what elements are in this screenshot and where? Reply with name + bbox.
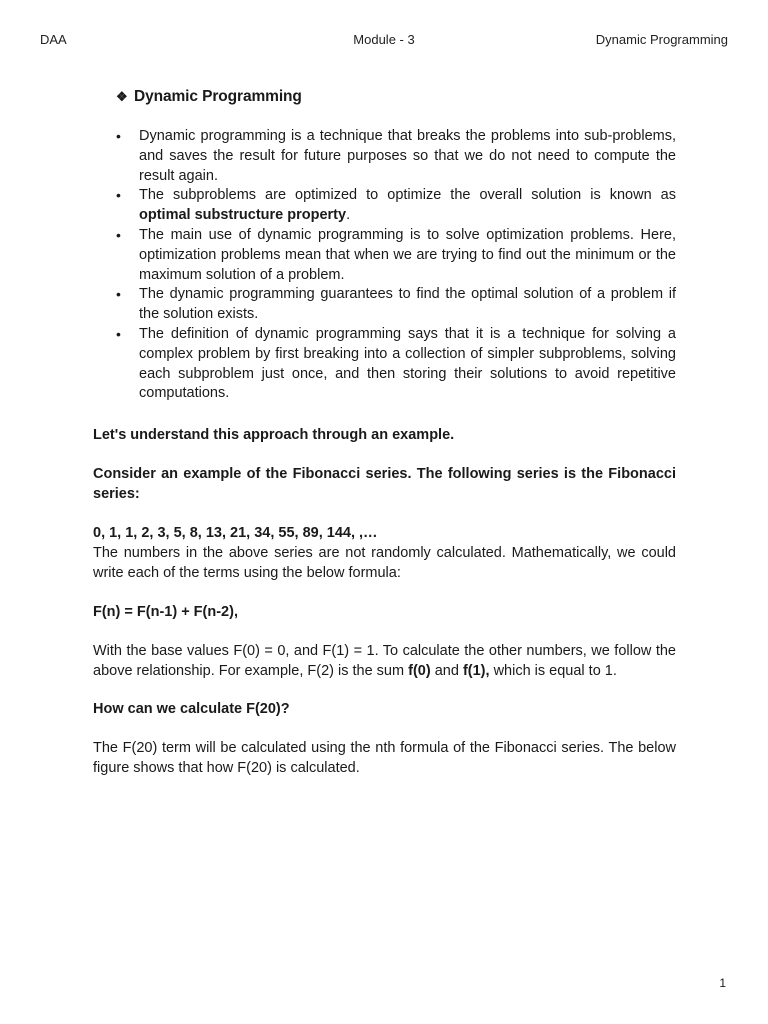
header-center: Module - 3 (353, 32, 415, 47)
section-title (116, 88, 302, 106)
header-left: DAA (40, 32, 67, 47)
base-text-2: which is equal to 1. (493, 662, 617, 679)
bullet-bold-2: optimal substructure property (139, 207, 347, 224)
page-number: 1 (719, 976, 726, 990)
bullet-item-2 (116, 186, 676, 226)
header-right: Dynamic Programming (595, 32, 728, 47)
formula: F(n) = F(n-1) + F(n-2), (93, 604, 238, 620)
bullet-text-1: Dynamic programming is a technique that breaks the problems into sub-problems, and saves the result for future purposes so that we do not need to compute the result again. (139, 128, 676, 184)
bullet-text-4: The dynamic programming guarantees to find the optimal solution of a problem if the solution exists. (139, 286, 676, 323)
fibonacci-explanation: The numbers in the above series are not randomly calculated. Mathematically, we could write each of the terms using the below formula: (93, 545, 676, 581)
section-title-text: Dynamic Programming (134, 88, 302, 105)
bullet-item-5 (116, 325, 676, 404)
fibonacci-series: 0, 1, 1, 2, 3, 5, 8, 13, 21, 34, 55, 89, 144, ,… (93, 525, 378, 541)
base-bold-f0: f(0) (408, 662, 431, 679)
bullet-item-1 (116, 127, 676, 186)
diamond-bullet-icon: ❖ (116, 89, 128, 104)
example-intro: Let's understand this approach through an example. (93, 427, 455, 443)
bullet-item-3 (116, 226, 676, 285)
base-and: and (434, 662, 459, 679)
bullet-text-2: The subproblems are optimized to optimize the overall solution is known as (139, 187, 676, 204)
bullet-end-2: . (346, 207, 351, 224)
bullet-list (116, 127, 676, 404)
base-values-paragraph (93, 642, 676, 682)
bullet-text-5: The definition of dynamic programming says that it is a technique for solving a complex problem by first breaking into a collection of simpler subproblems, solving each subproblem just once, and then storing their solutions to avoid repetitive computations. (139, 325, 676, 402)
question-heading: How can we calculate F(20)? (93, 701, 290, 717)
bullet-item-4 (116, 285, 676, 325)
bullet-text-3: The main use of dynamic programming is to solve optimization problems. Here, optimization problems mean that when we are trying to find out the minimum or the maximum solution of a problem. (139, 226, 676, 283)
base-text-1: With the base values F(0) = 0, and F(1) = 1. To calculate the other numbers, we follow the above relationship. For example, F(2) is the sum (93, 643, 676, 679)
fibonacci-intro: Consider an example of the Fibonacci series. The following series is the Fibonacci series: (93, 466, 676, 502)
base-bold-f1: f(1), (462, 662, 490, 679)
answer-paragraph: The F(20) term will be calculated using the nth formula of the Fibonacci series. The below figure shows that how F(20) is calculated. (93, 740, 676, 776)
